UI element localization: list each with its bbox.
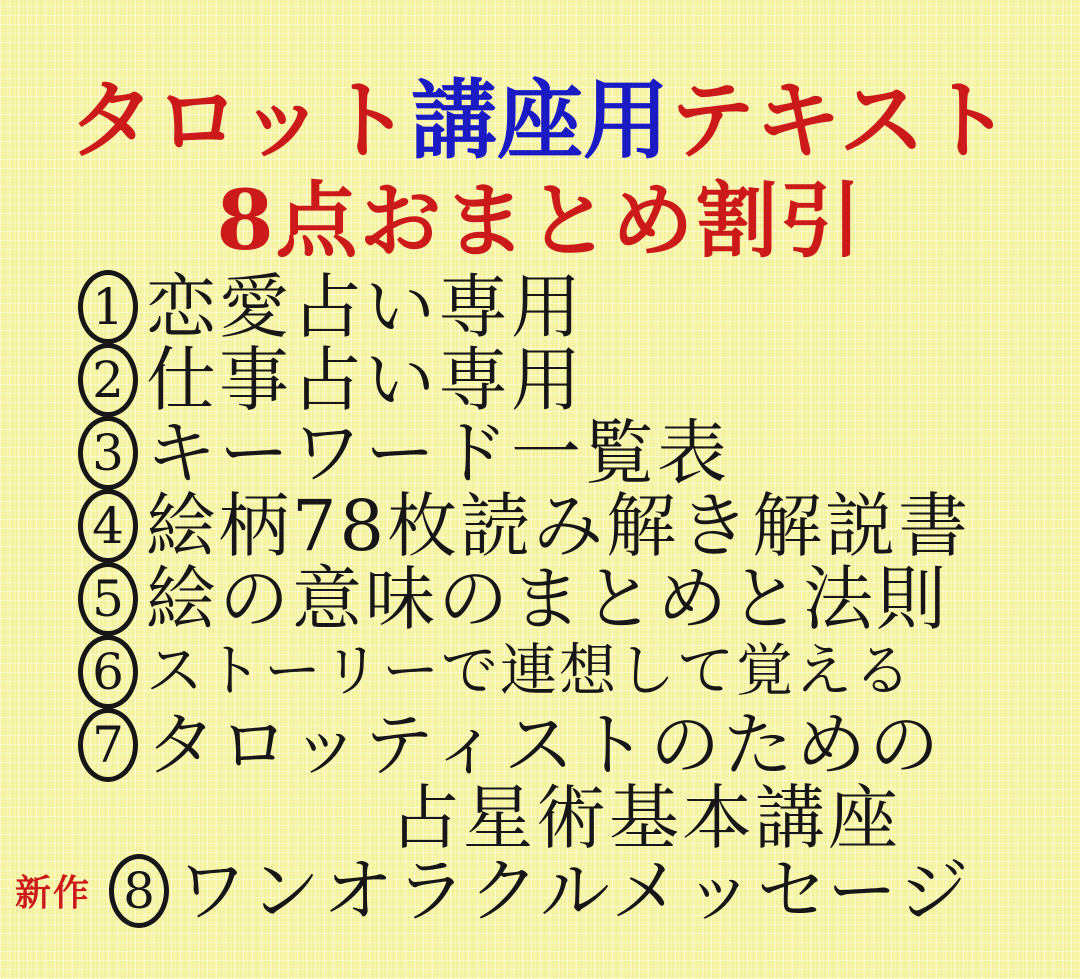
list-item-5 xyxy=(78,557,1080,640)
title-segment-course: 講座用 xyxy=(411,70,669,171)
item-text: ストーリーで連想して覚える xyxy=(146,638,913,704)
item-text: 恋愛占い専用 xyxy=(146,265,584,348)
circled-number-5 xyxy=(78,562,138,636)
list-item-7-continuation xyxy=(78,776,1080,859)
item-number: 8 xyxy=(123,861,155,920)
circled-number-6 xyxy=(78,635,138,709)
item-number: 2 xyxy=(92,350,124,409)
item-number: 1 xyxy=(92,277,124,336)
item-text: 絵の意味のまとめと法則 xyxy=(146,557,949,640)
item-number: 6 xyxy=(92,642,124,701)
title-segment-tarot: タロット xyxy=(68,70,411,171)
item-list xyxy=(15,265,1080,932)
list-item-1 xyxy=(78,265,1080,348)
circled-number-7 xyxy=(78,708,138,782)
item-number: 4 xyxy=(92,496,124,555)
item-number: 7 xyxy=(92,715,124,774)
item-text: タロッティストのための xyxy=(146,703,942,786)
list-item-2 xyxy=(78,338,1080,421)
item-number: 5 xyxy=(92,569,124,628)
item-number: 3 xyxy=(92,423,124,482)
item-text: キーワード一覧表 xyxy=(146,411,730,494)
circled-number-1 xyxy=(78,270,138,344)
circled-number-8 xyxy=(109,854,169,928)
poster-title xyxy=(0,70,1080,172)
circled-number-3 xyxy=(78,416,138,490)
circled-number-2 xyxy=(78,343,138,417)
title-segment-text: テキスト xyxy=(669,70,1012,171)
item-text: 仕事占い専用 xyxy=(146,338,584,421)
item-text: 絵柄78枚読み解き解説書 xyxy=(146,484,972,567)
list-item-3 xyxy=(78,411,1080,494)
circled-number-4 xyxy=(78,489,138,563)
list-item-8 xyxy=(15,849,1080,932)
item-text: ワンオラクルメッセージ xyxy=(177,849,972,932)
list-item-6 xyxy=(78,635,1080,708)
new-release-badge: 新作 xyxy=(15,872,92,914)
list-item-4 xyxy=(78,484,1080,567)
list-item-7 xyxy=(78,703,1080,786)
poster-subtitle: 8点おまとめ割引 xyxy=(216,173,864,269)
item-text-continuation: 占星術基本講座 xyxy=(390,776,901,859)
